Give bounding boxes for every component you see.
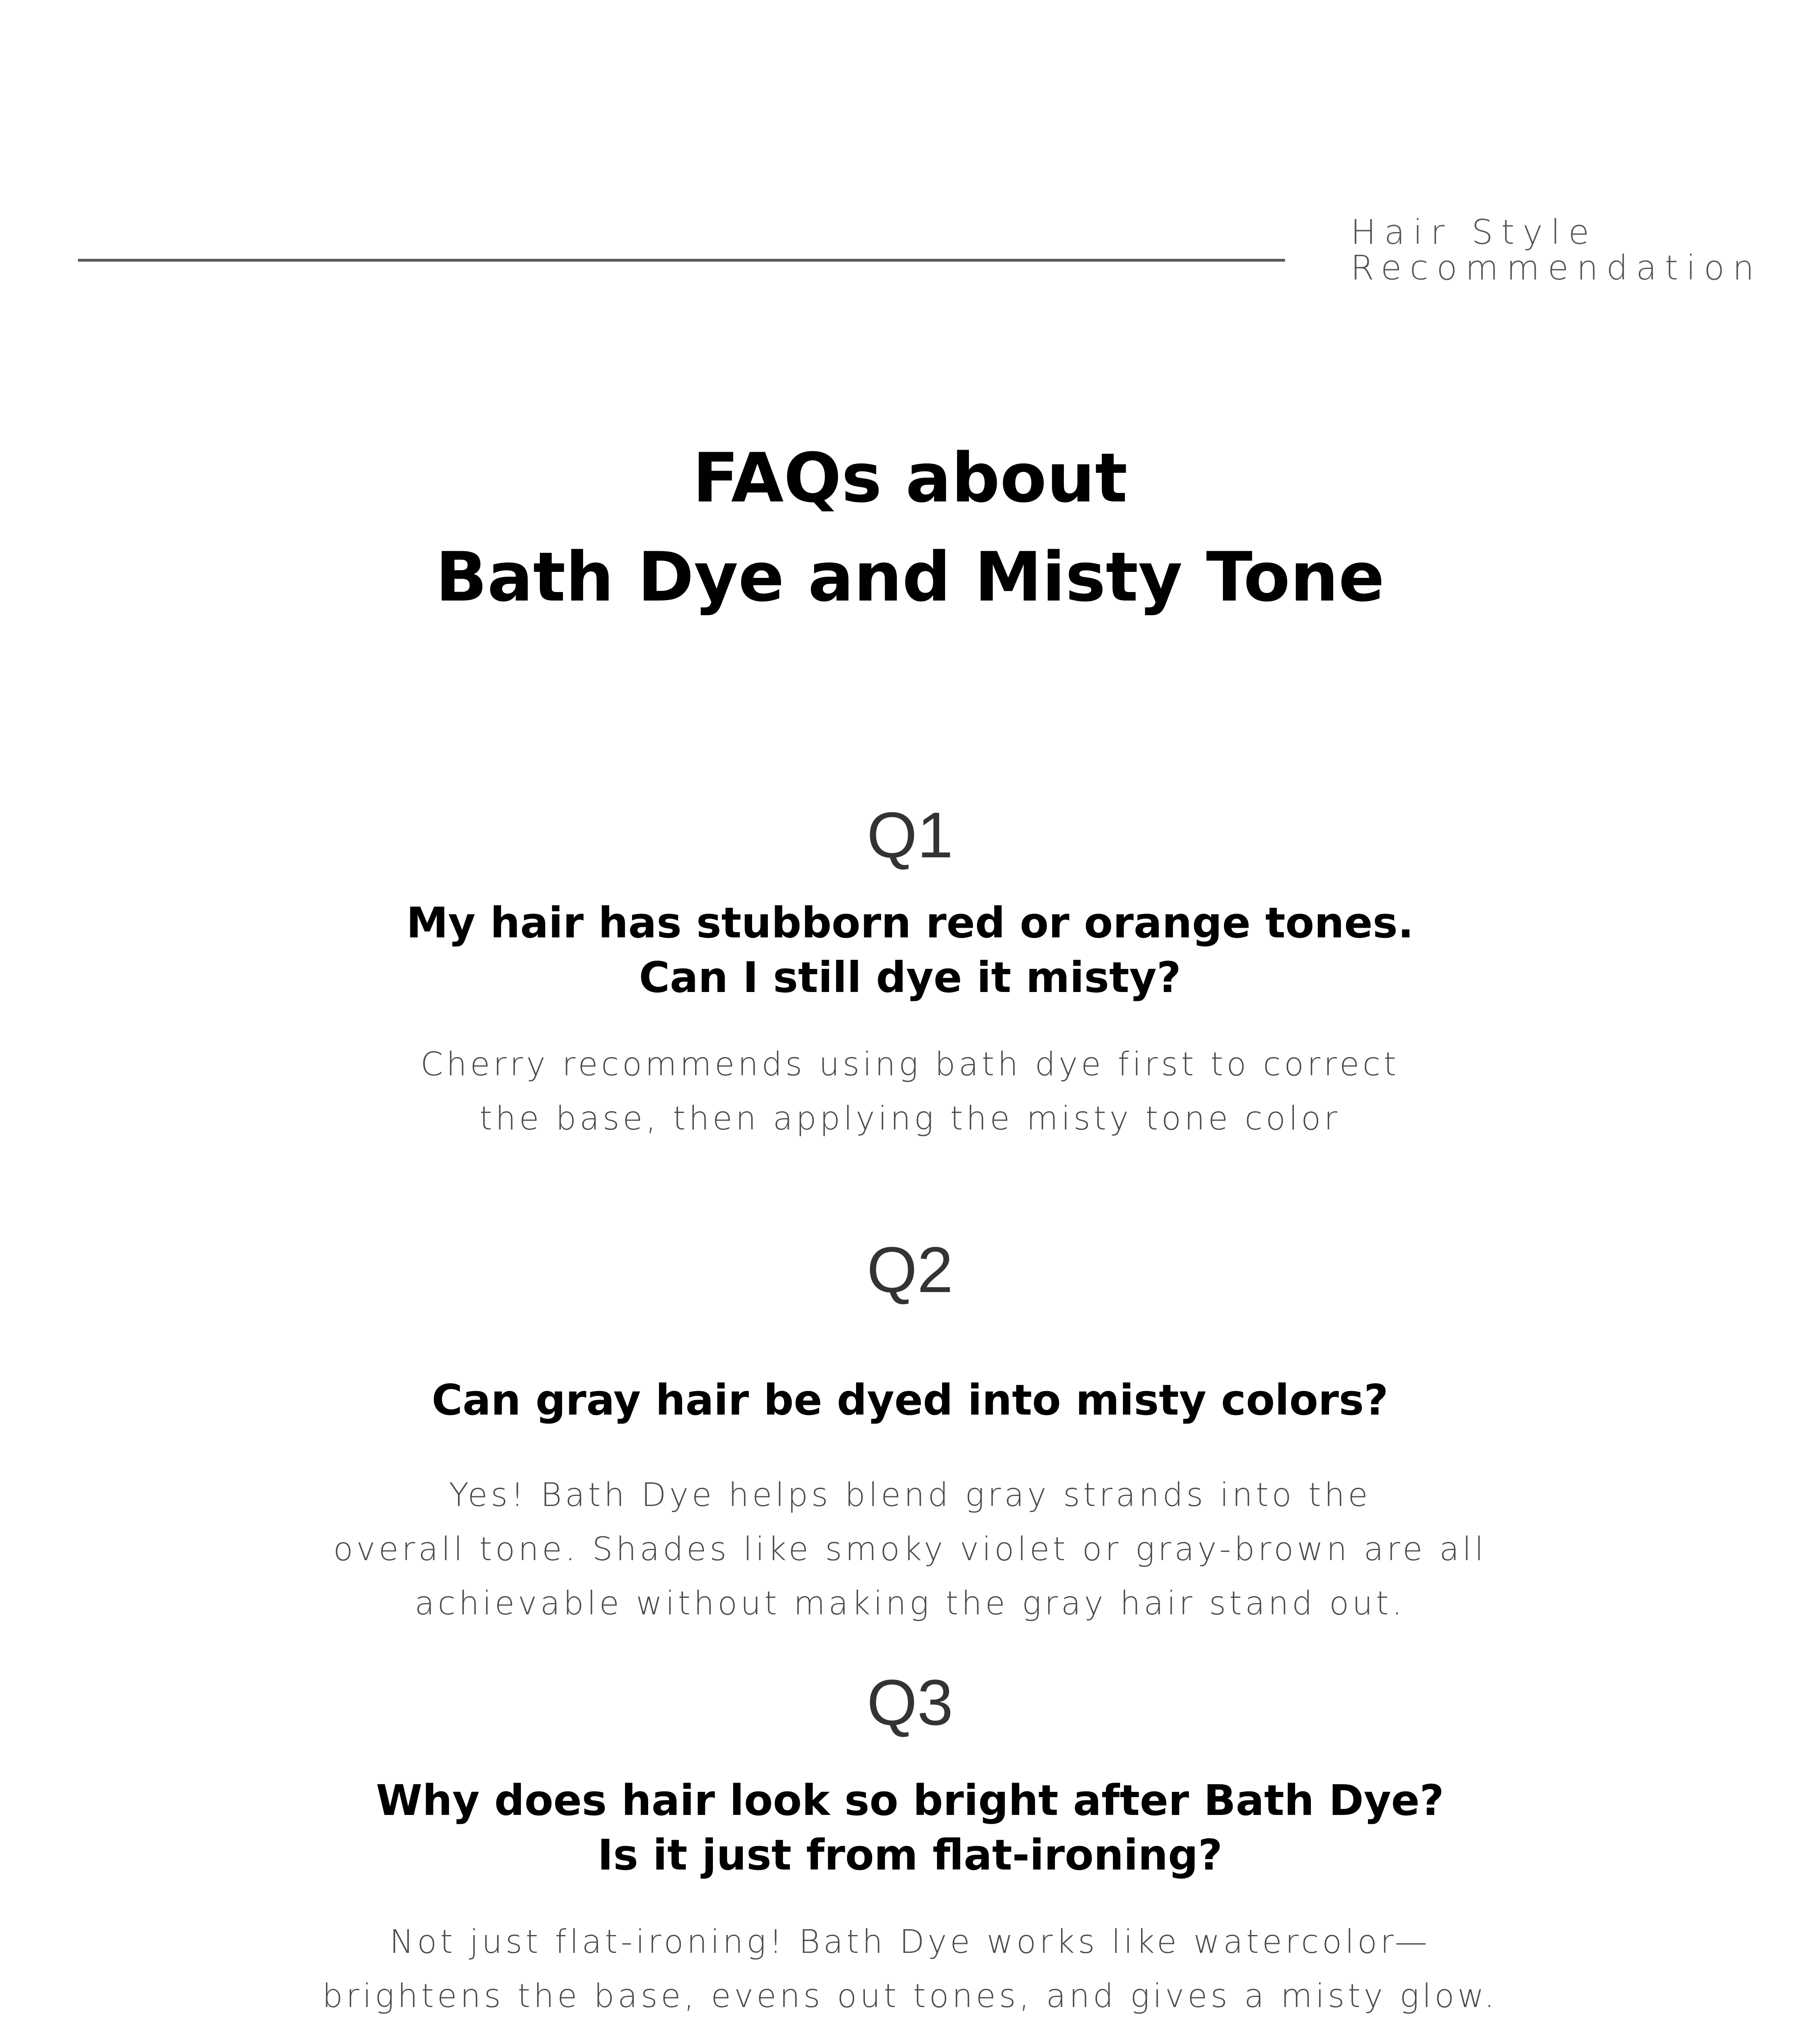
faq-answer-line: overall tone. Shades like smoky violet or gray-brown are all [333, 1530, 1487, 1568]
faq-answer-line: Yes! Bath Dye helps blend gray strands into the [449, 1476, 1371, 1514]
faq-question [0, 1373, 1820, 1428]
faq-answer [0, 1037, 1820, 1146]
page-title-line2: Bath Dye and Misty Tone [435, 537, 1385, 617]
faq-question [0, 1773, 1820, 1882]
faq-question-line: Is it just from flat-ironing? [597, 1830, 1223, 1880]
header-divider [78, 259, 1285, 262]
faq-answer-line: brightens the base, evens out tones, and gives a misty glow. [322, 1977, 1498, 2015]
faq-question-line: Why does hair look so bright after Bath Dye? [376, 1776, 1444, 1825]
faq-question-line: Can I still dye it misty? [639, 953, 1181, 1002]
page-title [0, 429, 1820, 627]
faq-question-line: Can gray hair be dyed into misty colors? [431, 1375, 1389, 1425]
faq-number: Q2 [867, 1233, 953, 1306]
faq-answer-line: achievable without making the gray hair stand out. [414, 1584, 1406, 1622]
faq-answer-line: Not just flat-ironing! Bath Dye works like watercolor— [389, 1923, 1431, 1961]
faq-answer-line: the base, then applying the misty tone color [479, 1100, 1341, 1137]
section-label-line1: Hair Style [1351, 212, 1598, 252]
section-label [1351, 214, 1795, 286]
faq-item-1 [0, 799, 1820, 1146]
faq-answer-line: Cherry recommends using bath dye first to correct [420, 1045, 1400, 1083]
faq-number: Q3 [867, 1666, 953, 1739]
faq-answer [0, 1915, 1820, 2022]
faq-number: Q1 [867, 799, 953, 871]
faq-question [0, 896, 1820, 1005]
faq-item-3 [0, 1666, 1820, 2022]
faq-item-2 [0, 1233, 1820, 1631]
section-label-line2: Recommendation [1351, 248, 1763, 288]
faq-answer [0, 1468, 1820, 1631]
faq-question-line: My hair has stubborn red or orange tones. [406, 898, 1414, 948]
page-title-line1: FAQs about [692, 438, 1128, 518]
